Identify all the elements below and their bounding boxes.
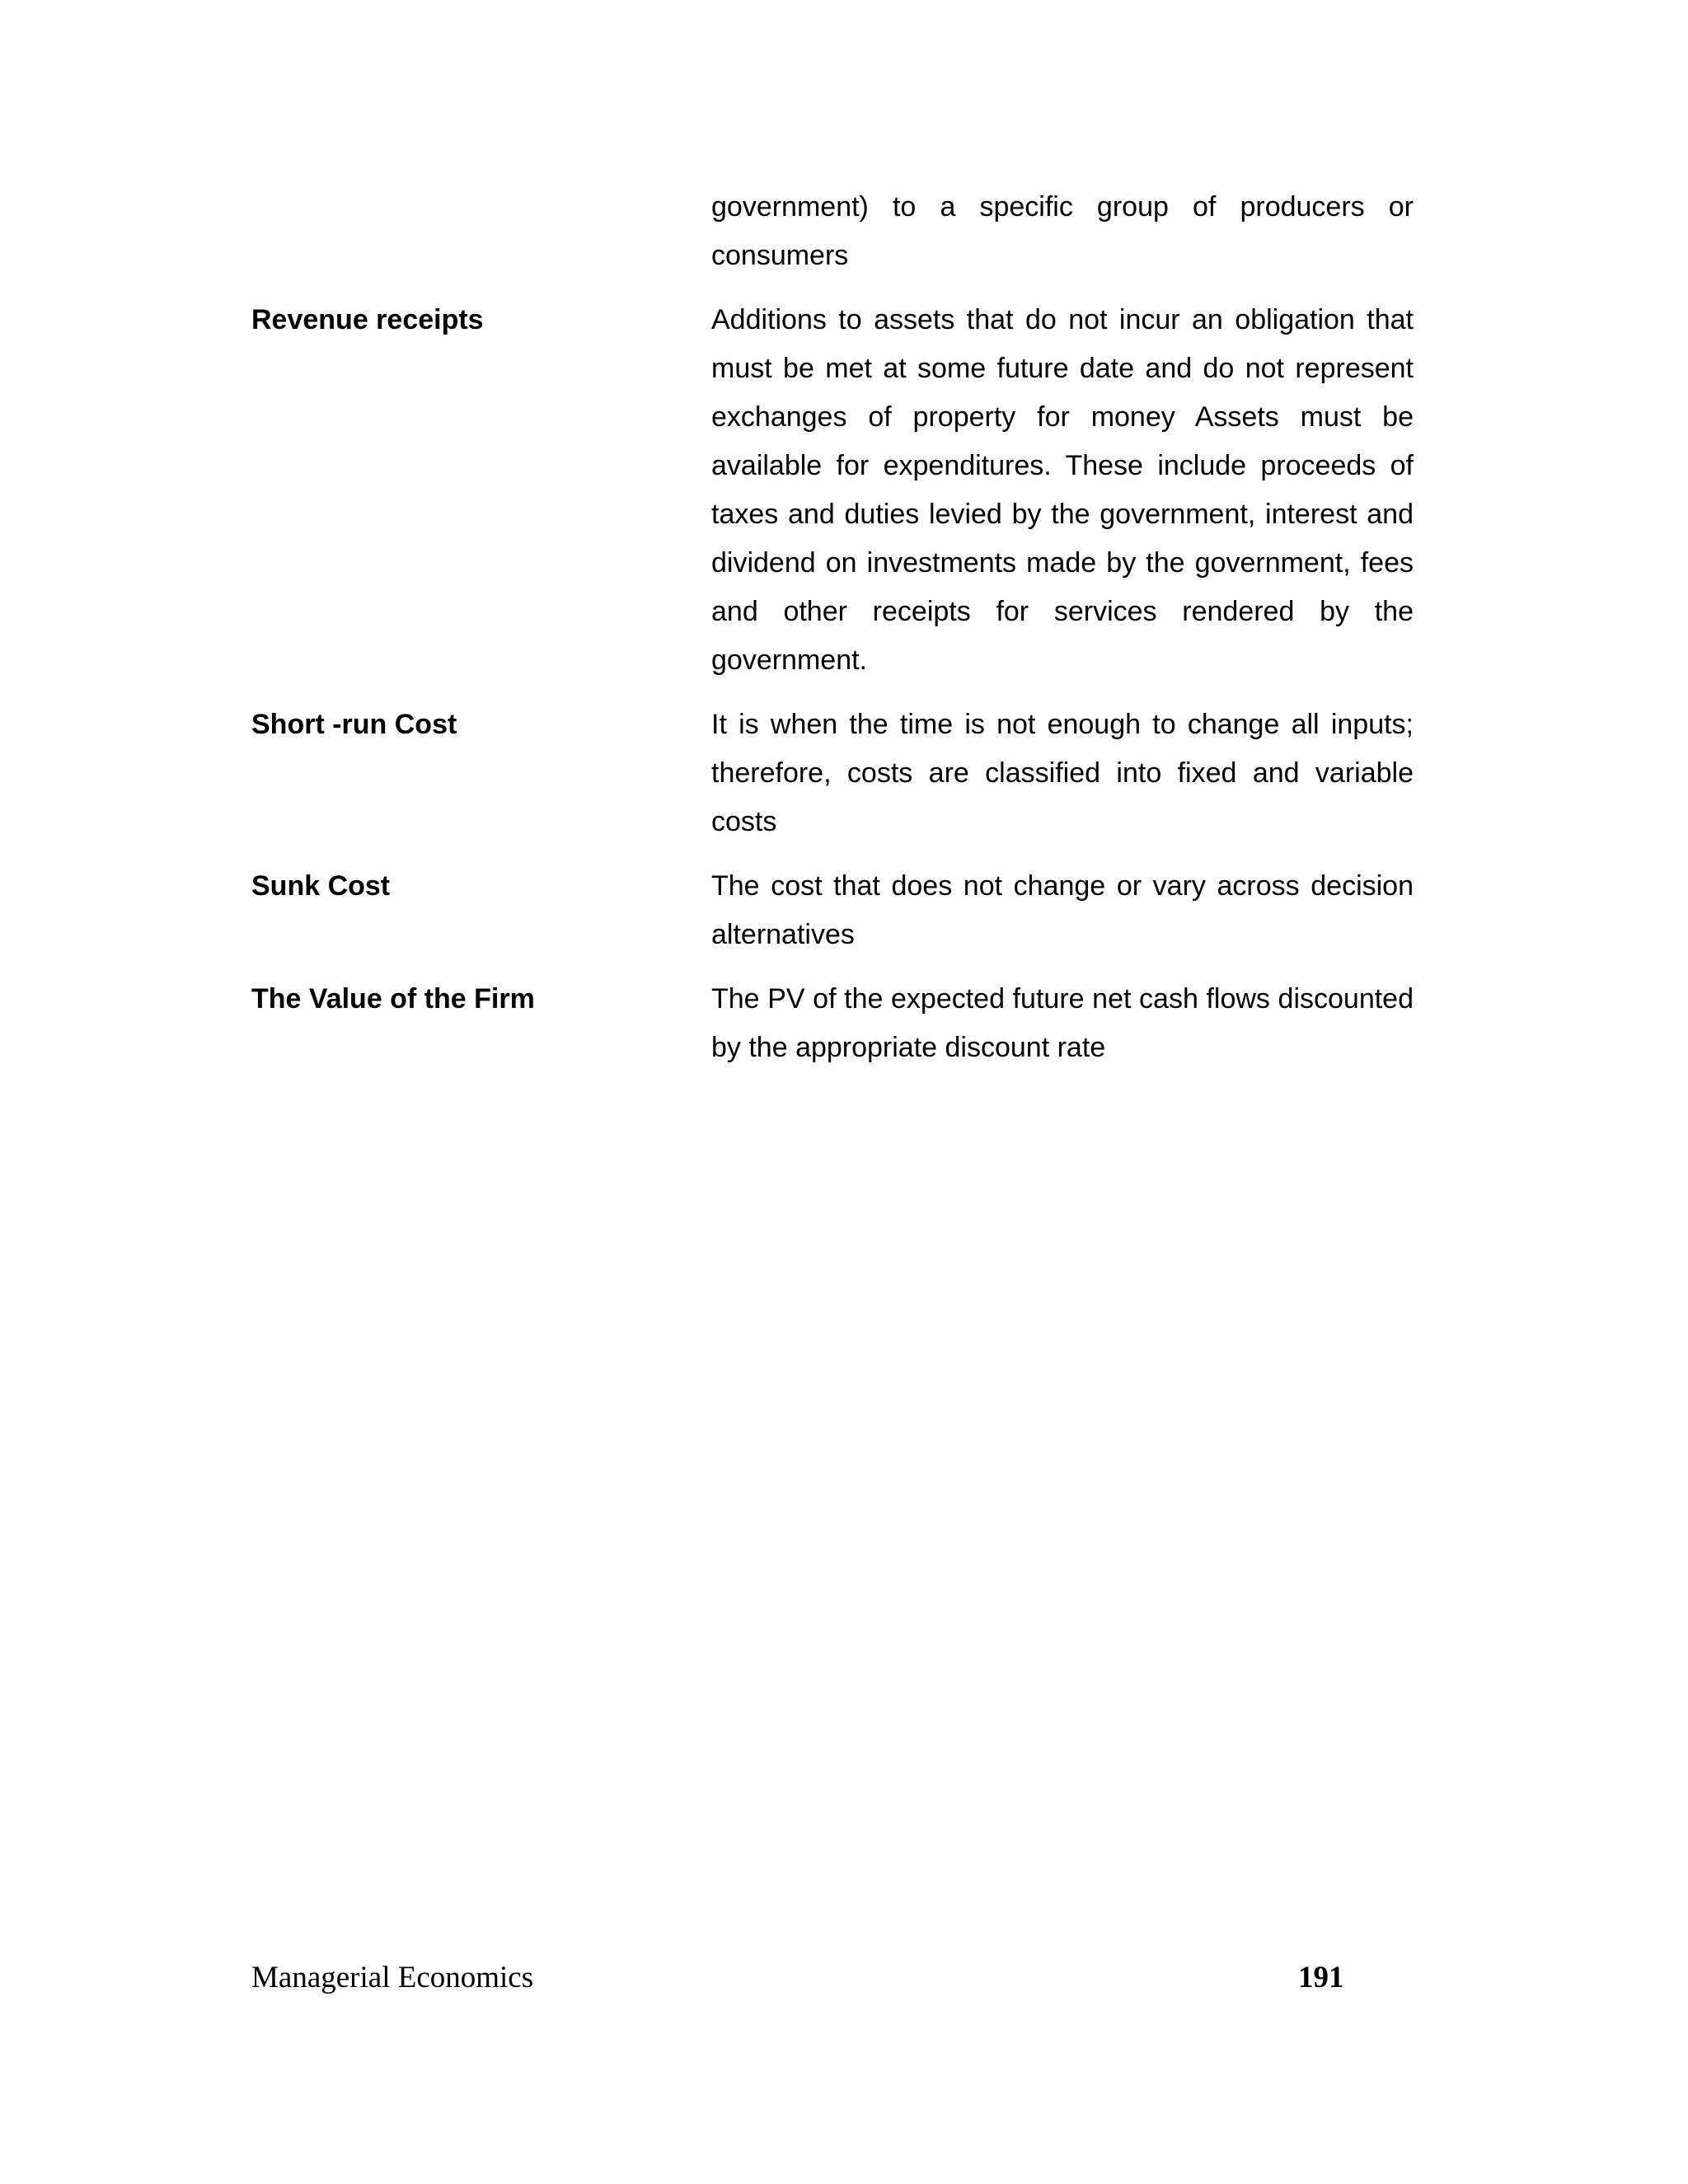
glossary-term: Short -run Cost bbox=[251, 709, 457, 740]
page-number: 191 bbox=[1298, 1961, 1344, 1994]
glossary-entry bbox=[251, 862, 1414, 959]
glossary-term: The Value of the Firm bbox=[251, 983, 535, 1015]
glossary-term: Sunk Cost bbox=[251, 870, 391, 902]
glossary-definition: Additions to assets that do not incur an obligation that must be met at some future date and do not represent exchanges of property for money Assets must be available for expenditures. These include proceeds of taxes and duties levied by the government, interest and dividend on investments made by the government, fees and other receipts for services rendered by the government. bbox=[711, 304, 1414, 676]
page-footer bbox=[251, 1953, 1356, 2003]
glossary-term: Revenue receipts bbox=[251, 304, 484, 335]
glossary-entry bbox=[251, 296, 1414, 685]
footer-book-title: Managerial Economics bbox=[251, 1961, 534, 1994]
glossary-definition: It is when the time is not enough to change all inputs; therefore, costs are classified into fixed and variable costs bbox=[711, 709, 1414, 837]
glossary-list bbox=[251, 183, 1414, 1088]
glossary-definition: The PV of the expected future net cash flows discounted by the appropriate discount rate bbox=[711, 983, 1414, 1063]
glossary-definition: The cost that does not change or vary across decision alternatives bbox=[711, 870, 1414, 950]
glossary-entry bbox=[251, 701, 1414, 846]
continued-definition: government) to a specific group of producers or consumers bbox=[711, 191, 1414, 271]
glossary-entry bbox=[251, 975, 1414, 1072]
